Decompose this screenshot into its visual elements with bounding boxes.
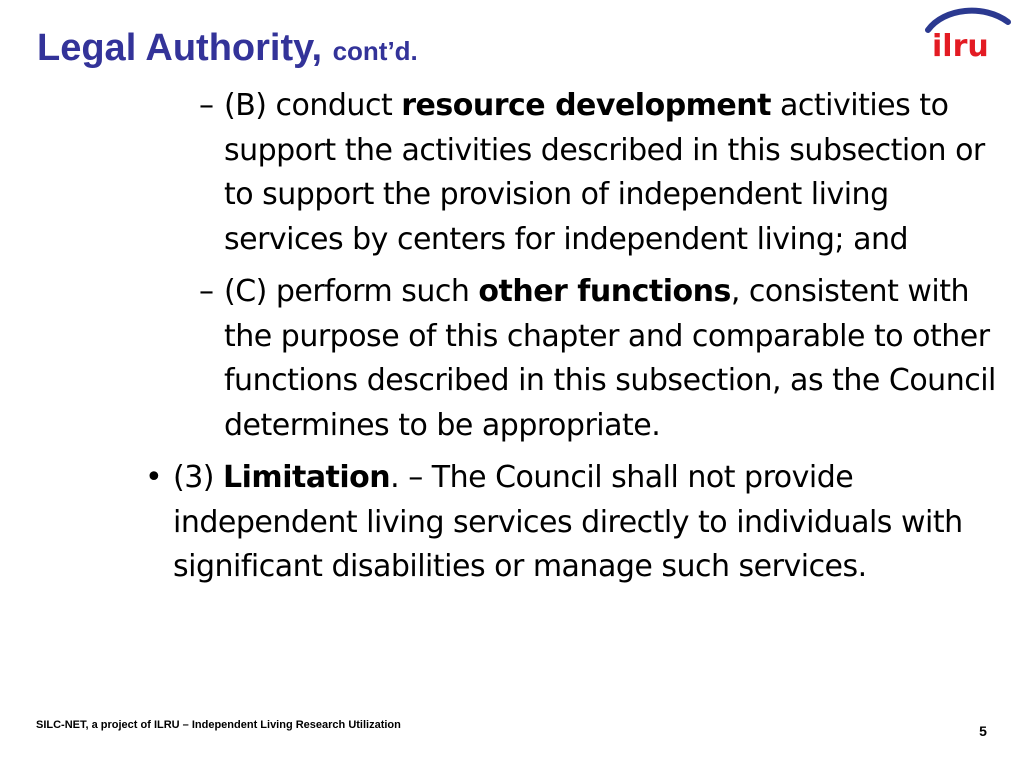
bullet-marker: • [145, 460, 163, 495]
subitem-b-bold: resource development [401, 88, 771, 123]
slide-title [37, 25, 418, 74]
subitem-c [199, 270, 1014, 448]
ilru-logo [918, 6, 1014, 64]
subitem-b-rest: activities to support the activities described in this subsection or to support the provision of independent living services by centers for independent living; and [224, 88, 985, 257]
ilru-logo-graphic [918, 6, 1014, 64]
title-suffix: cont’d. [332, 36, 418, 66]
subitem-c-rest: , consistent with the purpose of this chapter and comparable to other functions described in this subsection, as the Council determines to be appropriate. [224, 274, 996, 443]
subitem-b-text: (B) conduct [224, 88, 402, 123]
dash-marker: – [199, 274, 214, 309]
bullet-limitation [145, 456, 1013, 590]
bullet-limitation-text: (3) [173, 460, 224, 495]
bullet-limitation-rest: . – The Council shall not provide independent living services directly to individuals with significant disabilities or manage such services. [173, 460, 963, 584]
footer-text: SILC-NET, a project of ILRU – Independent Living Research Utilization [36, 719, 401, 731]
dash-marker: – [199, 88, 214, 123]
bullet-limitation-bold: Limitation [223, 460, 391, 495]
page-number: 5 [979, 723, 987, 739]
slide-content [0, 84, 1024, 590]
subitem-b [199, 84, 1014, 262]
logo-text: ilru [932, 29, 989, 64]
title-main: Legal Authority, [37, 27, 322, 69]
subitem-c-text: (C) perform such [224, 274, 479, 309]
subitem-c-bold: other functions [478, 274, 731, 309]
